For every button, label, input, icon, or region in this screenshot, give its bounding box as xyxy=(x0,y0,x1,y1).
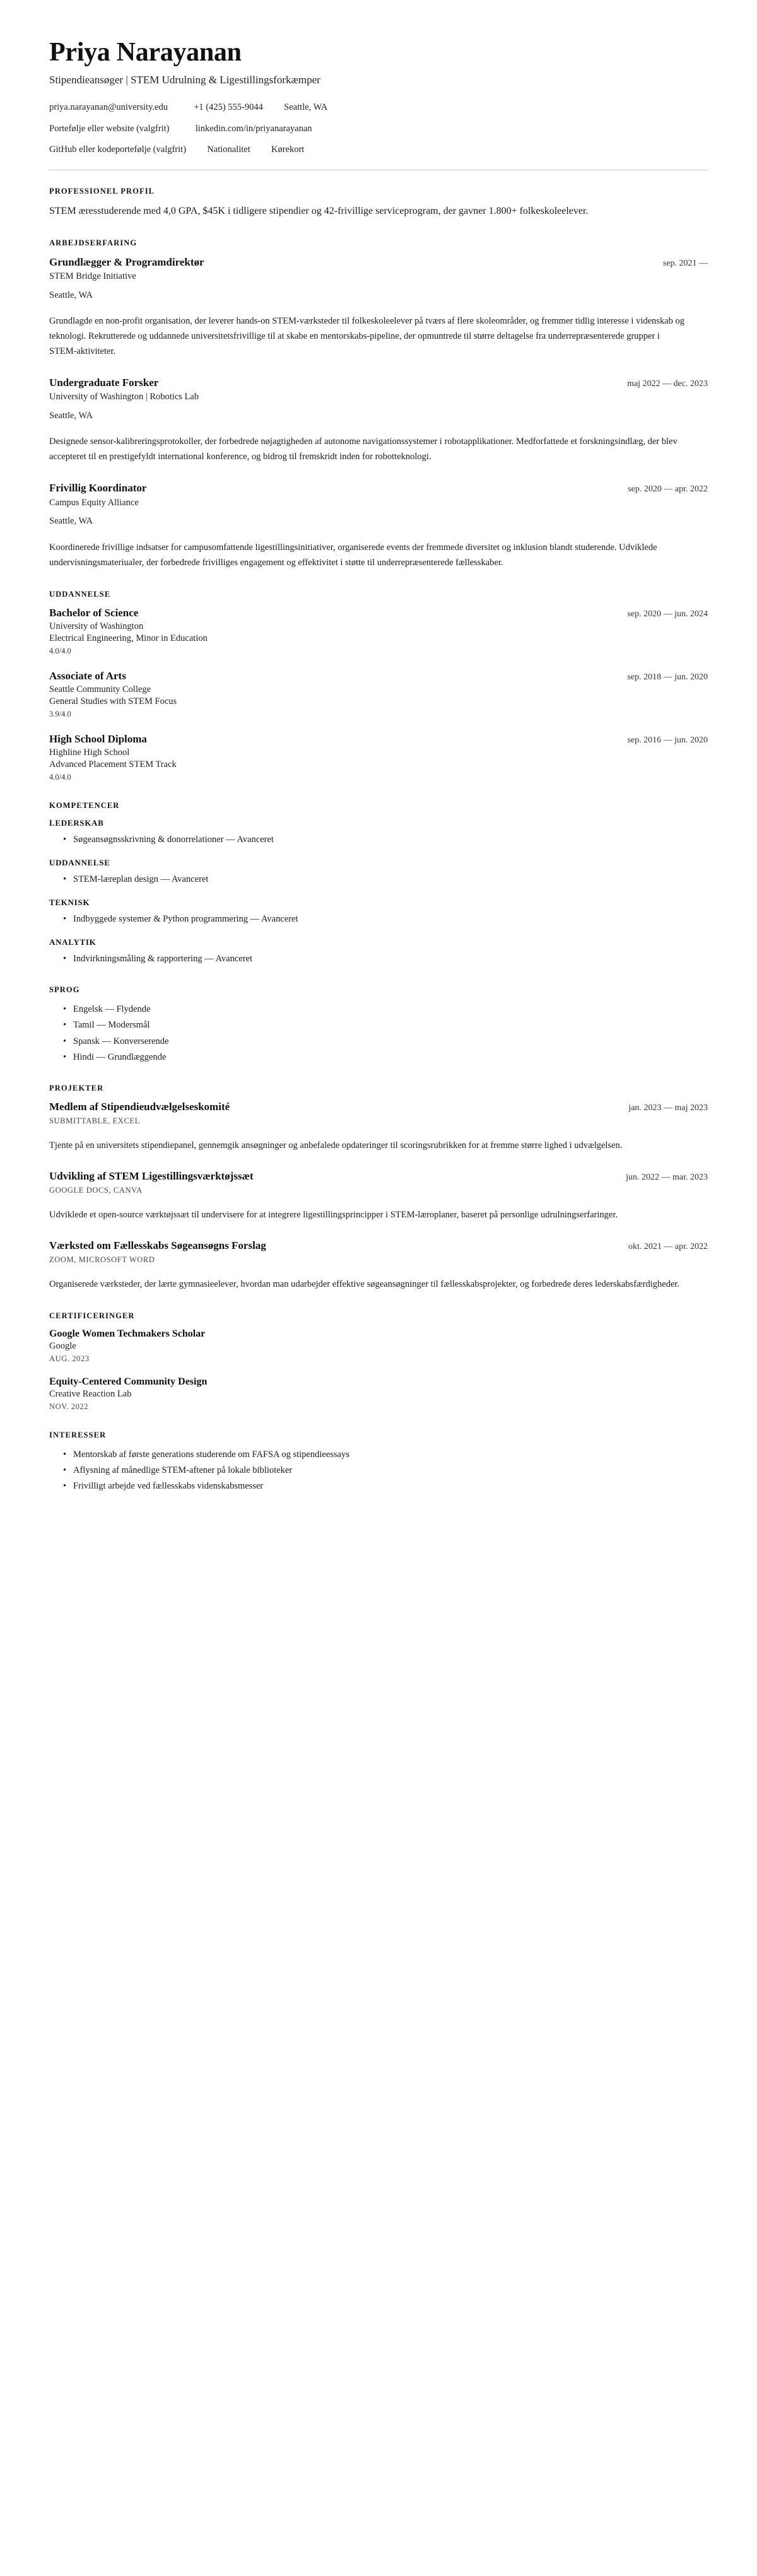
skill-item: • Indbyggede systemer & Python programmering — Avanceret xyxy=(63,912,708,927)
contact-line-1 xyxy=(49,101,708,114)
experience-dates: sep. 2020 — apr. 2022 xyxy=(628,484,708,495)
education-field: Advanced Placement STEM Track xyxy=(49,759,177,770)
project-entry xyxy=(49,1239,708,1292)
experience-dates: maj 2022 — dec. 2023 xyxy=(627,379,708,389)
language-item: • Engelsk — Flydende xyxy=(63,1002,708,1017)
education-entry xyxy=(49,670,708,719)
experience-job-title: Frivillig Koordinator xyxy=(49,482,147,495)
project-tools: SUBMITTABLE, EXCEL xyxy=(49,1116,140,1126)
certification-name: Equity-Centered Community Design xyxy=(49,1376,208,1387)
education-gpa: 3.9/4.0 xyxy=(49,709,71,718)
contact-line-3 xyxy=(49,143,708,156)
education-entry xyxy=(49,733,708,782)
project-entry xyxy=(49,1101,708,1154)
section-heading-certifications: CERTIFICERINGER xyxy=(49,1311,135,1320)
resume-header xyxy=(49,38,708,156)
contact-license-placeholder[interactable]: Kørekort xyxy=(271,144,305,155)
contact-phone: +1 (425) 555-9044 xyxy=(194,102,263,113)
skill-item: • STEM-læreplan design — Avanceret xyxy=(63,872,708,887)
section-certifications xyxy=(49,1311,708,1412)
section-projects xyxy=(49,1084,708,1292)
section-profile xyxy=(49,187,708,220)
project-dates: jun. 2022 — mar. 2023 xyxy=(626,1172,708,1182)
project-entry-header xyxy=(49,1239,708,1252)
certification-issuer: Creative Reaction Lab xyxy=(49,1388,132,1399)
experience-organization: STEM Bridge Initiative xyxy=(49,271,136,282)
section-interests xyxy=(49,1431,708,1494)
experience-location: Seattle, WA xyxy=(49,410,93,421)
contact-portfolio-placeholder[interactable]: Portefølje eller website (valgfrit) xyxy=(49,123,170,134)
certification-date: NOV. 2022 xyxy=(49,1402,89,1411)
interest-list xyxy=(49,1448,708,1494)
experience-job-title: Grundlægger & Programdirektør xyxy=(49,255,204,268)
contact-line-2 xyxy=(49,122,708,135)
contact-github-placeholder[interactable]: GitHub eller kodeportefølje (valgfrit) xyxy=(49,144,187,155)
experience-organization: University of Washington | Robotics Lab xyxy=(49,392,199,402)
education-degree: Bachelor of Science xyxy=(49,606,139,619)
section-heading-experience: ARBEJDSERFARING xyxy=(49,238,138,247)
experience-job-title: Undergraduate Forsker xyxy=(49,377,159,389)
section-heading-interests: INTERESSER xyxy=(49,1430,107,1439)
certification-entry xyxy=(49,1376,708,1412)
experience-entry xyxy=(49,376,708,465)
interest-item: • Mentorskab af første generations studerende om FAFSA og stipendieessays xyxy=(63,1448,708,1462)
experience-entry-header xyxy=(49,376,708,389)
project-entry-header xyxy=(49,1170,708,1183)
education-dates: sep. 2020 — jun. 2024 xyxy=(627,609,708,619)
skill-category-label: UDDANNELSE xyxy=(49,857,110,867)
certification-entry xyxy=(49,1328,708,1364)
education-school: Seattle Community College xyxy=(49,684,151,694)
certification-issuer: Google xyxy=(49,1340,76,1351)
skill-group xyxy=(49,858,708,887)
education-gpa: 4.0/4.0 xyxy=(49,646,71,655)
experience-entry-header xyxy=(49,481,708,495)
skill-item-list xyxy=(49,952,708,966)
section-skills xyxy=(49,801,708,967)
skill-group xyxy=(49,818,708,847)
education-field: General Studies with STEM Focus xyxy=(49,696,177,706)
professional-headline: Stipendieansøger | STEM Udrulning & Ligestillingsforkæmper xyxy=(49,74,320,86)
education-entry-header xyxy=(49,670,708,682)
skill-group xyxy=(49,898,708,927)
experience-organization: Campus Equity Alliance xyxy=(49,497,139,508)
interest-item: • Frivilligt arbejde ved fællesskabs videnskabsmesser xyxy=(63,1479,708,1494)
experience-location: Seattle, WA xyxy=(49,516,93,527)
language-item: • Hindi — Grundlæggende xyxy=(63,1050,708,1065)
education-school: University of Washington xyxy=(49,621,144,631)
interest-item: • Aflysning af månedlige STEM-aftener på lokale biblioteker xyxy=(63,1463,708,1478)
skill-item: • Søgeansøgnsskrivning & donorrelationer — Avanceret xyxy=(63,833,708,847)
skill-group xyxy=(49,937,708,966)
project-description: Tjente på en universitets stipendiepanel, gennemgik ansøgninger og anbefalede opdateringer til scoringsrubrikken for at fremme større lighed i udvælgelsen. xyxy=(49,1140,623,1151)
project-entry-header xyxy=(49,1101,708,1113)
section-heading-skills: KOMPETENCER xyxy=(49,800,120,810)
project-entry xyxy=(49,1170,708,1223)
education-degree: Associate of Arts xyxy=(49,669,126,682)
education-entry-header xyxy=(49,733,708,746)
contact-nationality-placeholder[interactable]: Nationalitet xyxy=(207,144,250,155)
experience-entry-header xyxy=(49,255,708,269)
education-entry-header xyxy=(49,607,708,619)
project-description: Udviklede et open-source værktøjssæt til undervisere for at integrere ligestillingsprincipper i STEM-læroplaner, baseret på personlige udrulningserfaringer. xyxy=(49,1209,618,1220)
experience-description: Koordinerede frivillige indsatser for campusomfattende ligestillingsinitiativer, organiserede events der fremmede diversitet og inklusion blandt studerende. Udviklede undervisningsmateriualer, der forbedrede frivilliges engagement og effektivitet i støtte til underrepræsenterede fællesskaber. xyxy=(49,542,657,568)
skill-item: • Indvirkningsmåling & rapportering — Avanceret xyxy=(63,952,708,966)
section-heading-projects: PROJEKTER xyxy=(49,1084,104,1093)
project-title: Værksted om Fællesskabs Søgeansøgns Forslag xyxy=(49,1239,266,1251)
language-list xyxy=(49,1002,708,1065)
experience-description: Designede sensor-kalibreringsprotokoller, der forbedrede nøjagtigheden af autonome navigationssystemer i robotapplikationer. Medforfattede et forskningsindlæg, der blev accepteret til en prestigefyldt international konference, og bidrog til fremskridt inden for robotteknologi. xyxy=(49,436,678,462)
skill-item-list xyxy=(49,833,708,847)
education-entry xyxy=(49,607,708,656)
project-dates: okt. 2021 — apr. 2022 xyxy=(628,1241,708,1251)
section-heading-education: UDDANNELSE xyxy=(49,589,111,599)
language-item: • Tamil — Modersmål xyxy=(63,1018,708,1033)
experience-dates: sep. 2021 — xyxy=(662,258,708,268)
education-degree: High School Diploma xyxy=(49,732,147,745)
project-description: Organiserede værksteder, der lærte gymnasieelever, hvordan man udarbejder effektive søgeansøgninger til fællesskabsprojekter, og forbedrede deres lederskabsfærdigheder. xyxy=(49,1279,680,1289)
section-languages xyxy=(49,985,708,1065)
experience-location: Seattle, WA xyxy=(49,290,93,300)
section-heading-languages: SPROG xyxy=(49,985,80,995)
section-experience xyxy=(49,238,708,571)
profile-summary-text: STEM æresstuderende med 4,0 GPA, $45K i tidligere stipendier og 42-frivillige serviceprogram, der gavner 1.800+ folkeskoleelever. xyxy=(49,206,589,217)
contact-linkedin[interactable]: linkedin.com/in/priyanarayanan xyxy=(195,123,312,134)
project-tools: GOOGLE DOCS, CANVA xyxy=(49,1185,143,1195)
education-gpa: 4.0/4.0 xyxy=(49,772,71,782)
certification-name: Google Women Techmakers Scholar xyxy=(49,1328,206,1339)
experience-entry xyxy=(49,481,708,570)
section-education xyxy=(49,590,708,782)
language-item: • Spansk — Konverserende xyxy=(63,1034,708,1049)
education-dates: sep. 2016 — jun. 2020 xyxy=(627,735,708,745)
project-dates: jan. 2023 — maj 2023 xyxy=(628,1103,708,1113)
education-field: Electrical Engineering, Minor in Education xyxy=(49,633,208,643)
certification-date: AUG. 2023 xyxy=(49,1354,90,1363)
experience-entry xyxy=(49,255,708,360)
project-title: Medlem af Stipendieudvælgelseskomité xyxy=(49,1101,230,1113)
page-title: Priya Narayanan xyxy=(49,38,242,67)
skill-category-label: TEKNISK xyxy=(49,897,90,907)
skill-category-label: ANALYTIK xyxy=(49,937,97,947)
skill-item-list xyxy=(49,872,708,887)
education-school: Highline High School xyxy=(49,747,130,758)
education-dates: sep. 2018 — jun. 2020 xyxy=(627,672,708,682)
contact-location: Seattle, WA xyxy=(284,102,328,113)
skill-category-label: LEDERSKAB xyxy=(49,817,104,828)
section-heading-profile: PROFESSIONEL PROFIL xyxy=(49,187,155,196)
contact-email[interactable]: priya.narayanan@university.edu xyxy=(49,102,168,113)
skill-item-list xyxy=(49,912,708,927)
experience-description: Grundlagde en non-profit organisation, der leverer hands-on STEM-værksteder til folkeskoleelever på tværs af flere skoleområder, og fremmer tidlig interesse i videnskab og teknologi. Rekrutterede og uddannede universitetsfrivillige til at skabe en mentorskabs-pipeline, der opmuntrede til større deltagelse fra underrepræsenterede grupper i STEM-aktiviteter. xyxy=(49,316,684,357)
project-title: Udvikling af STEM Ligestillingsværktøjssæt xyxy=(49,1169,254,1182)
project-tools: ZOOM, MICROSOFT WORD xyxy=(49,1255,155,1264)
